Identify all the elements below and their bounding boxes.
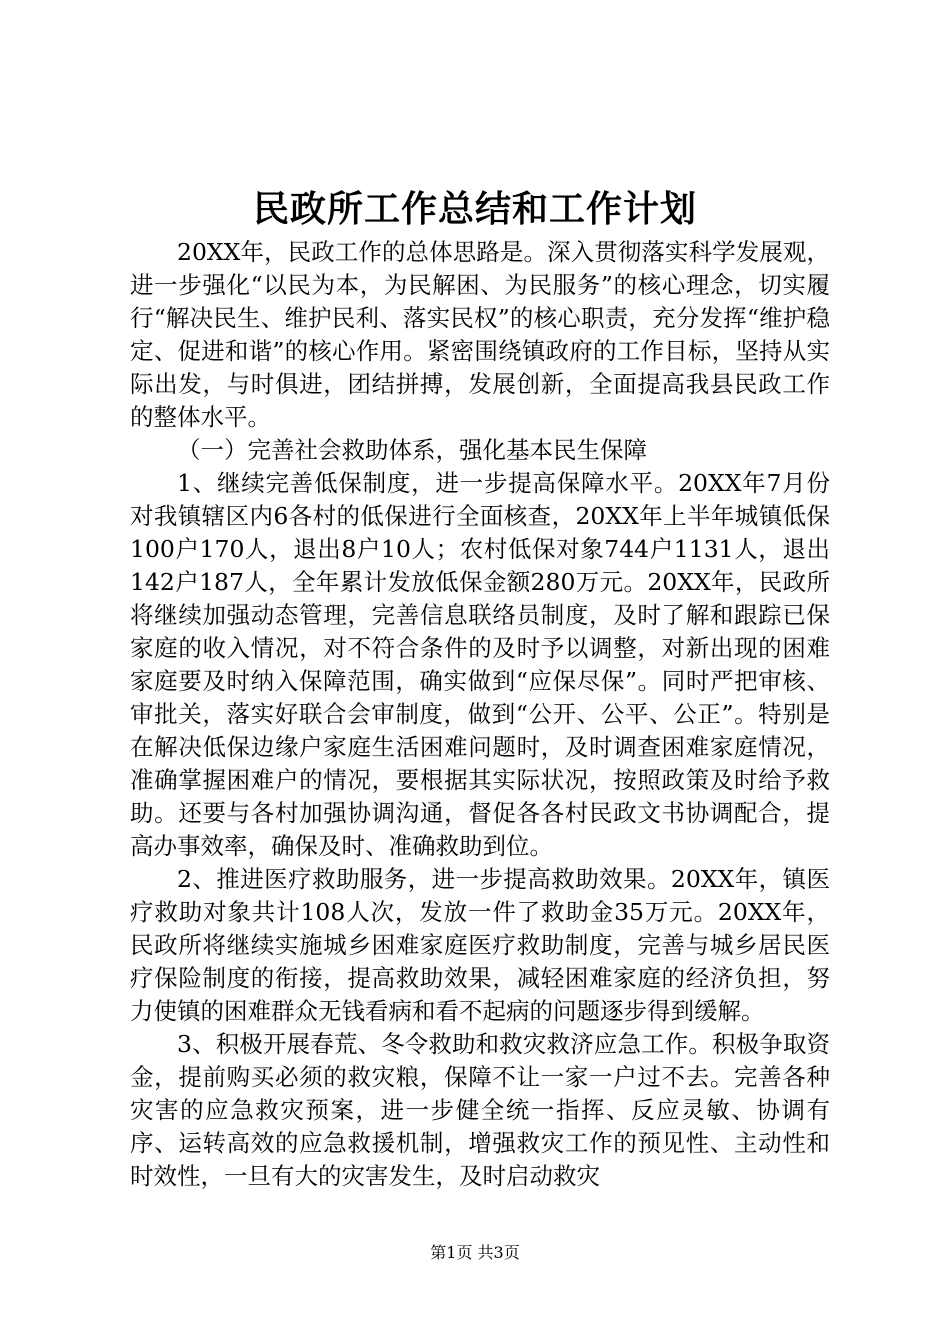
paragraph-item-1: 1、继续完善低保制度，进一步提高保障水平。20XX年7月份对我镇辖区内6各村的低保进行全面核查，20XX年上半年城镇低保100户170人，退出8户10人；农村低保对象744户1131人，退出142户187人，全年累计发放低保金额280万元。20XX年，民政所将继续加强动态管理，完善信息联络员制度，及时了解和跟踪已保家庭的收入情况，对不符合条件的及时予以调整，对新出现的困难家庭要及时纳入保障范围，确实做到“应保尽保”。同时严把审核、审批关，落实好联合会审制度，做到“公开、公平、公正”。特别是在解决低保边缘户家庭生活困难问题时，及时调查困难家庭情况，准确掌握困难户的情况，要根据其实际状况，按照政策及时给予救助。还要与各村加强协调沟通，督促各各村民政文书协调配合，提高办事效率，确保及时、准确救助到位。 [130,469,830,860]
document-body [130,236,830,1193]
section-heading-1: （一）完善社会救助体系，强化基本民生保障 [177,436,647,464]
paragraph-item-3: 3、积极开展春荒、冬令救助和救灾救济应急工作。积极争取资金，提前购买必须的救灾粮，保障不让一家一户过不去。完善各种灾害的应急救灾预案，进一步健全统一指挥、反应灵敏、协调有序、运转高效的应急救援机制，增强救灾工作的预见性、主动性和时效性，一旦有大的灾害发生，及时启动救灾 [130,1030,830,1190]
document-title: 民政所工作总结和工作计划 [252,188,697,230]
paragraph-intro: 20XX年，民政工作的总体思路是。深入贯彻落实科学发展观，进一步强化“以民为本，为民解困、为民服务”的核心理念，切实履行“解决民生、维护民利、落实民权”的核心职责，充分发挥“维护稳定、促进和谐”的核心作用。紧密围绕镇政府的工作目标，坚持从实际出发，与时俱进，团结拼搏，发展创新，全面提高我县民政工作的整体水平。 [130,238,830,431]
paragraph-item-2: 2、推进医疗救助服务，进一步提高救助效果。20XX年，镇医疗救助对象共计108人次，发放一件了救助金35万元。20XX年，民政所将继续实施城乡困难家庭医疗救助制度，完善与城乡居民医疗保险制度的衔接，提高救助效果，减轻困难家庭的经济负担，努力使镇的困难群众无钱看病和看不起病的问题逐步得到缓解。 [130,865,830,1025]
page-number-footer: 第1页 共3页 [430,1243,520,1262]
